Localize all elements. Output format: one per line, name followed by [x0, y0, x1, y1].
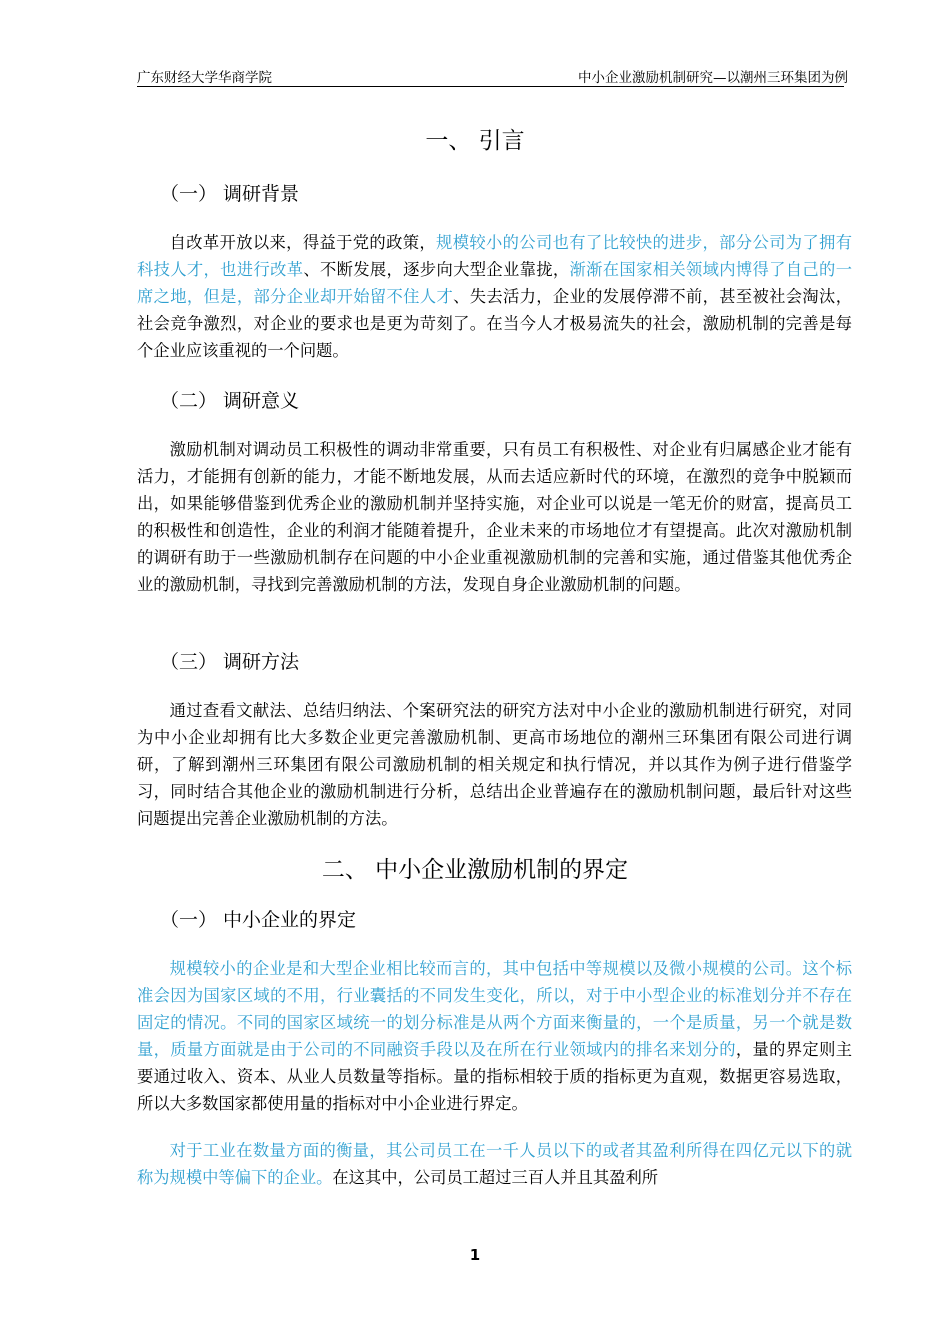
subsection-2-1-heading: （一） 中小企业的界定 — [160, 909, 357, 931]
subsection-1-3-heading: （三） 调研方法 — [160, 651, 300, 673]
header-school: 广东财经大学华商学院 — [137, 70, 272, 86]
header-thesis-title: 中小企业激励机制研究—以潮州三环集团为例 — [578, 70, 848, 86]
paragraph-sme-definition: 规模较小的企业是和大型企业相比较而言的，其中包括中等规模以及微小规模的公司。这个标准会因为国家区域的不用，行业囊括的不同发生变化，所以，对于中小型企业的标准划分并不存在固定的情况。不同的国家区域统一的划分标准是从两个方面来衡量的，一个是质量，另一个就是数量，质量方面就是由于公司的不同融资手段以及在所在行业领域内的排名来划分的，量的界定则主要通过收入、资本、从业人员数量等指标。量的指标相较于质的指标更为直观，数据更容易选取，所以大多数国家都使用量的指标对中小企业进行界定。 — [137, 959, 852, 1113]
paragraph-industry-criteria: 对于工业在数量方面的衡量，其公司员工在一千人员以下的或者其盈利所得在四亿元以下的就称为规模中等偏下的企业。在这其中，公司员工超过三百人并且其盈利所 — [137, 1141, 852, 1187]
page-number: 1 — [469, 1246, 481, 1264]
paragraph-method: 通过查看文献法、总结归纳法、个案研究法的研究方法对中小企业的激励机制进行研究，对同为中小企业却拥有比大多数企业更完善激励机制、更高市场地位的潮州三环集团有限公司进行调研，了解到潮州三环集团有限公司激励机制的相关规定和执行情况，并以其作为例子进行借鉴学习，同时结合其他企业的激励机制进行分析，总结出企业普遍存在的激励机制问题，最后针对这些问题提出完善企业激励机制的方法。 — [137, 701, 852, 828]
section-2-heading: 二、 中小企业激励机制的界定 — [321, 857, 629, 883]
paragraph-background: 自改革开放以来，得益于党的政策，规模较小的公司也有了比较快的进步，部分公司为了拥有科技人才，也进行改革、不断发展，逐步向大型企业靠拢，渐渐在国家相关领域内博得了自己的一席之地，但是，部分企业却开始留不住人才、失去活力，企业的发展停滞不前，甚至被社会淘汰，社会竞争激烈，对企业的要求也是更为苛刻了。在当今人才极易流失的社会，激励机制的完善是每个企业应该重视的一个问题。 — [137, 233, 852, 360]
paragraph-significance: 激励机制对调动员工积极性的调动非常重要，只有员工有积极性、对企业有归属感企业才能有活力，才能拥有创新的能力，才能不断地发展，从而去适应新时代的环境，在激烈的竞争中脱颖而出，如果能够借鉴到优秀企业的激励机制并坚持实施，对企业可以说是一笔无价的财富，提高员工的积极性和创造性，企业的利润才能随着提升，企业未来的市场地位才有望提高。此次对激励机制的调研有助于一些激励机制存在问题的中小企业重视激励机制的完善和实施，通过借鉴其他优秀企业的激励机制，寻找到完善激励机制的方法，发现自身企业激励机制的问题。 — [137, 440, 852, 594]
subsection-1-2-heading: （二） 调研意义 — [160, 390, 300, 412]
page-header — [137, 64, 848, 87]
subsection-1-1-heading: （一） 调研背景 — [160, 183, 300, 205]
section-1-heading: 一、 引言 — [425, 128, 525, 154]
